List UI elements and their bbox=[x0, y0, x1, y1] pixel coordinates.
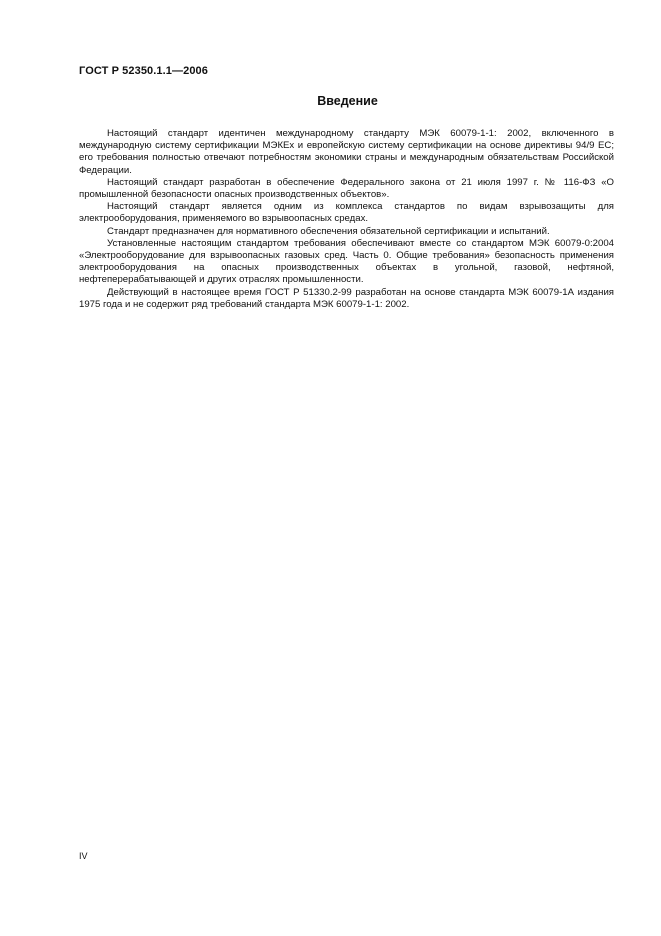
paragraph-identity: Настоящий стандарт идентичен международному стандарту МЭК 60079-1-1: 2002, включенного в международную систему сертификации МЭКЕх и европейскую систему сертификации на основе директивы 94/9 ЕС; его требования полностью отвечают потребностям экономики страны и международным обязательствам Российской Федерации. bbox=[79, 128, 614, 176]
page-number: IV bbox=[79, 851, 88, 861]
paragraph-requirements: Установленные настоящим стандартом требования обеспечивают вместе со стандартом МЭК 60079-0:2004 «Электрооборудование для взрывоопасных газовых сред. Часть 0. Общие требования» безопасность применения электрооборудования на опасных производственных объектах в угольной, газовой, нефтяной, нефтеперерабатывающей и других отраслях промышленности. bbox=[79, 237, 614, 286]
body-text bbox=[79, 128, 614, 311]
paragraph-current-standard: Действующий в настоящее время ГОСТ Р 51330.2-99 разработан на основе стандарта МЭК 60079-1А издания 1975 года и не содержит ряд требований стандарта МЭК 60079-1-1: 2002. bbox=[79, 286, 614, 310]
paragraph-complex: Настоящий стандарт является одним из комплекса стандартов по видам взрывозащиты для электрооборудования, применяемого во взрывоопасных средах. bbox=[79, 201, 614, 225]
paragraph-federal-law: Настоящий стандарт разработан в обеспечение Федерального закона от 21 июля 1997 г. № 116-ФЗ «О промышленной безопасности опасных производственных объектов». bbox=[79, 176, 614, 201]
paragraph-purpose: Стандарт предназначен для нормативного обеспечения обязательной сертификации и испытаний. bbox=[107, 225, 550, 237]
document-code-header: ГОСТ Р 52350.1.1—2006 bbox=[79, 65, 208, 77]
section-title: Введение bbox=[317, 94, 378, 108]
